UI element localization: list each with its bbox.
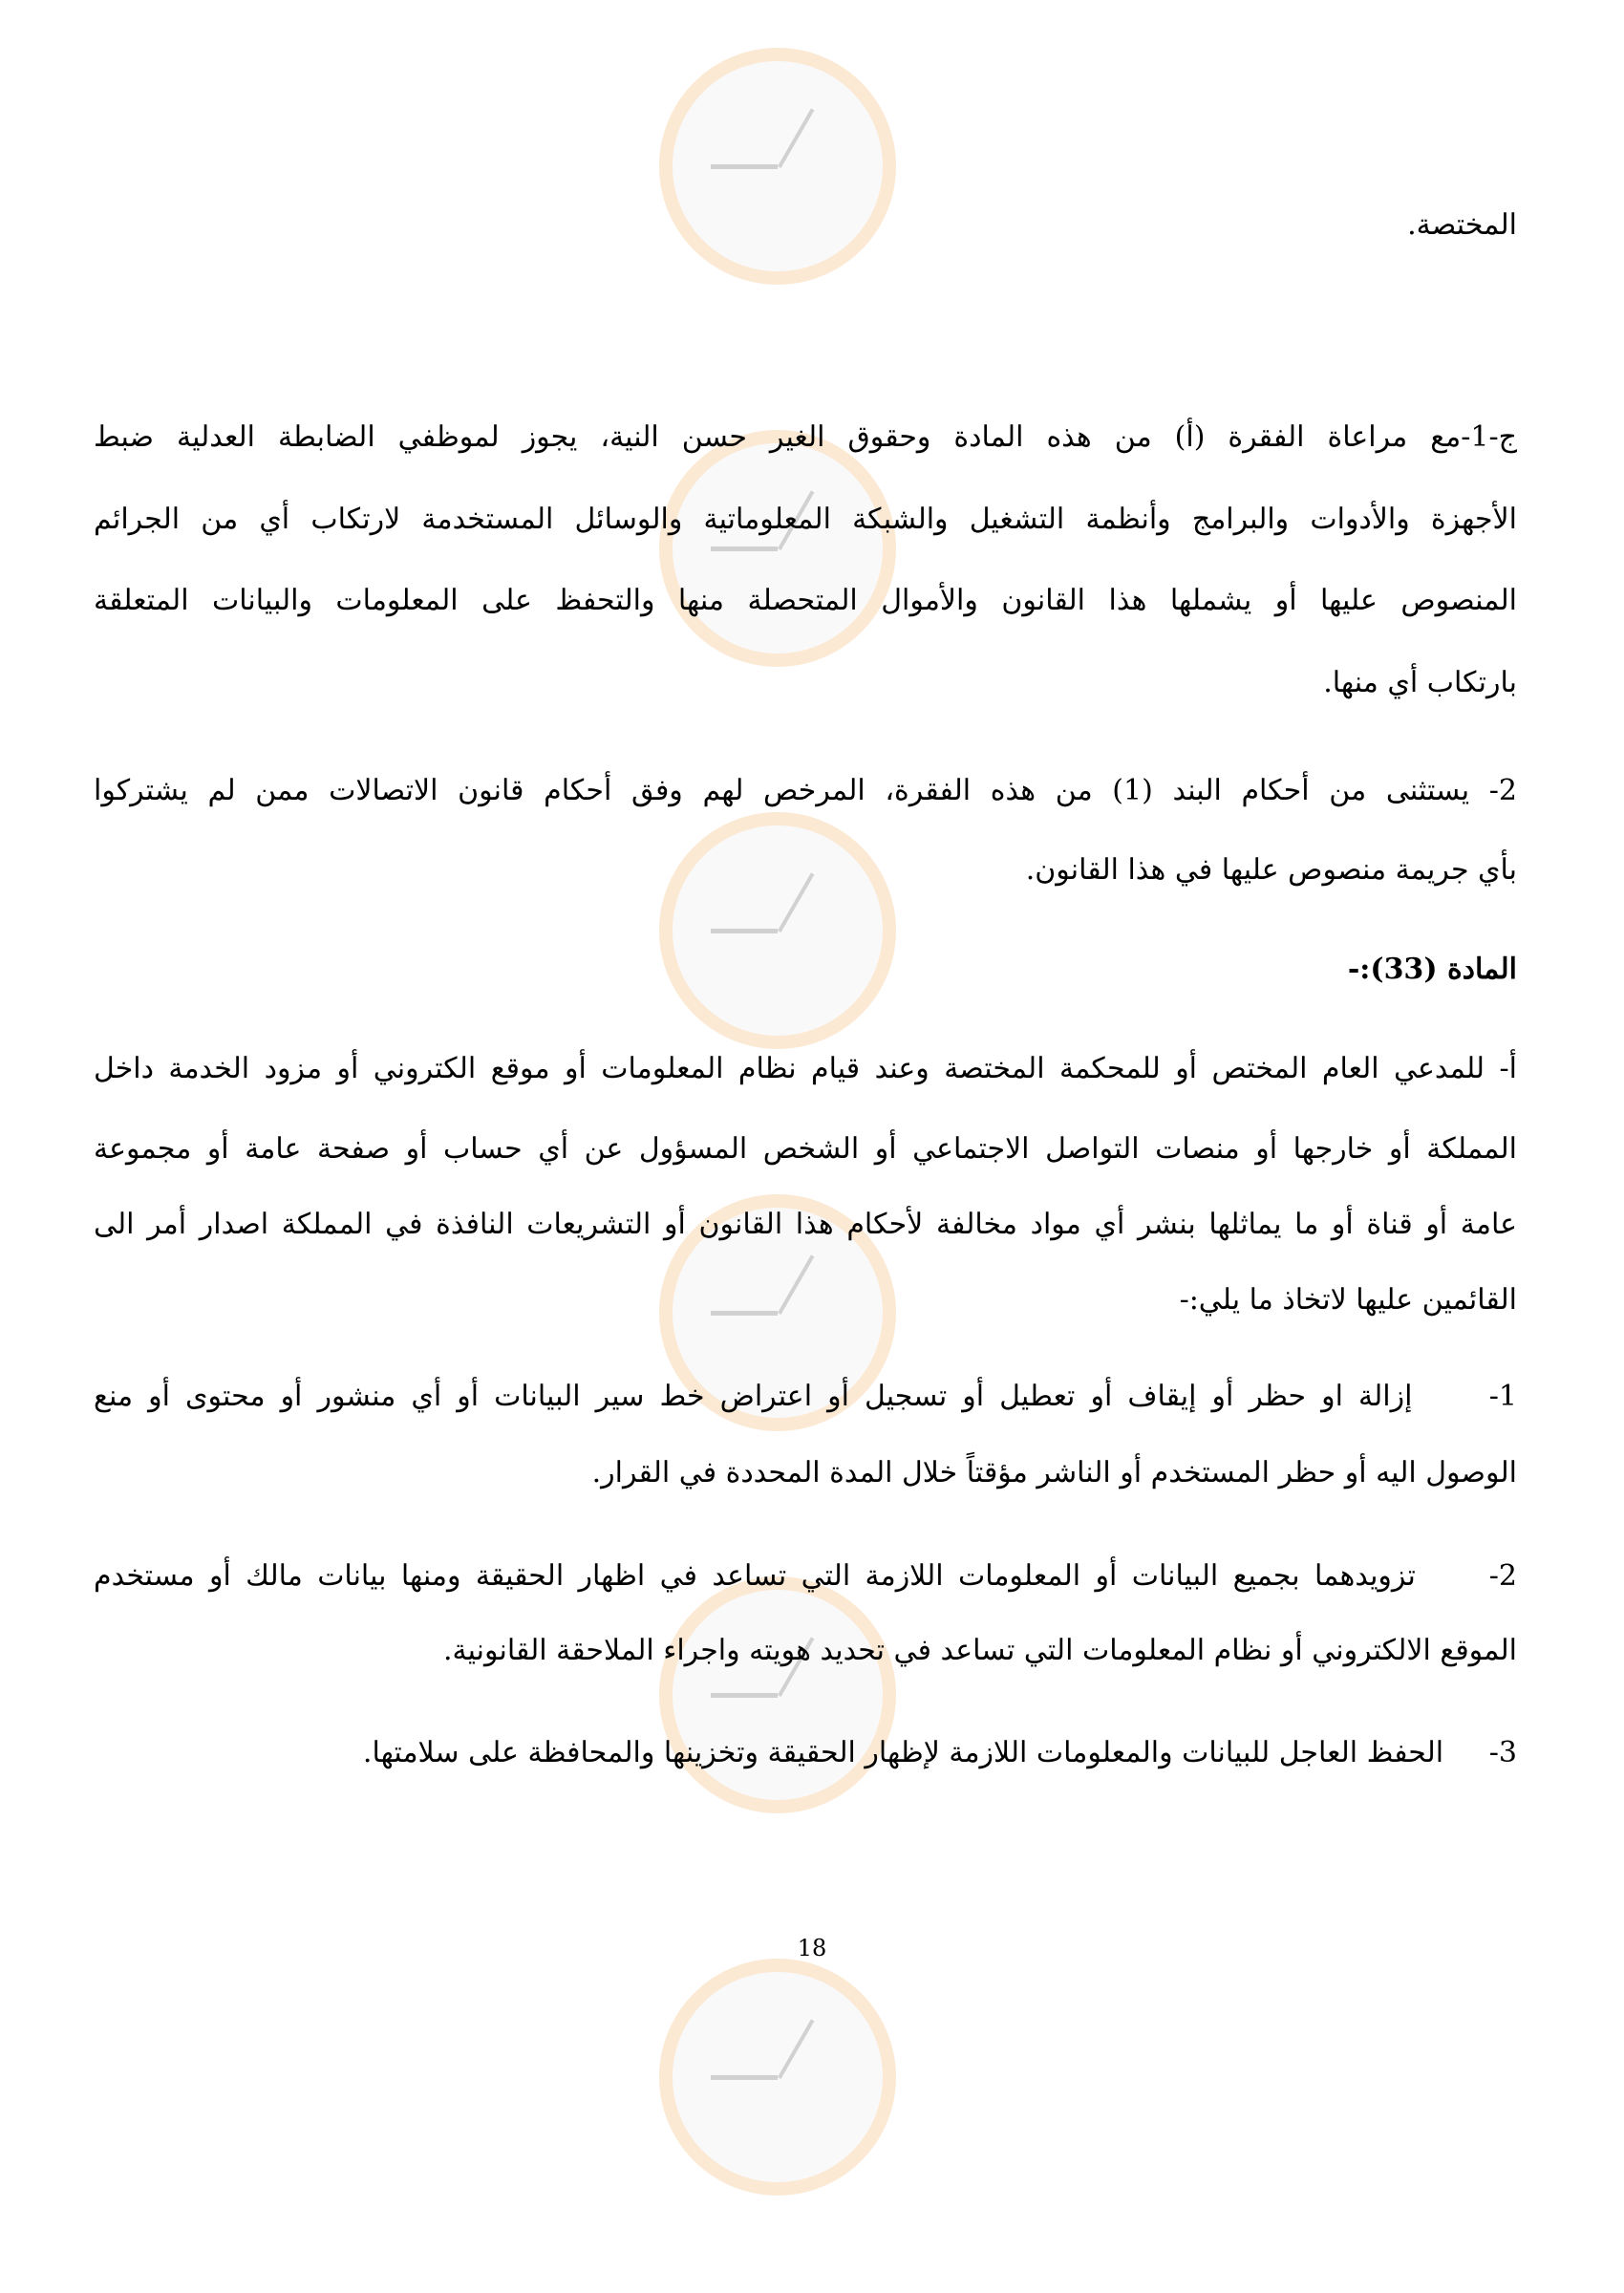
text-line: بأي جريمة منصوص عليها في هذا القانون. [1025, 853, 1517, 887]
text-line: عامة أو قناة أو ما يماثلها بنشر أي مواد مخالفة لأحكام هذا القانون أو التشريعات النافذة في المملكة اصدار أمر الى [94, 1208, 1517, 1241]
text-line: ج-1-مع مراعاة الفقرة (أ) من هذه المادة وحقوق الغير حسن النية، يجوز لموظفي الضابطة العدلية ضبط [94, 420, 1517, 454]
article-heading: المادة (33):- [1347, 953, 1517, 986]
text-line: 2- يستثنى من أحكام البند (1) من هذه الفقرة، المرخص لهم وفق أحكام قانون الاتصالات ممن لم يشتركوا [94, 774, 1517, 807]
watermark-logo [516, 1949, 936, 2293]
text-line: المختصة. [1407, 208, 1517, 242]
text-line: 2- تزويدهما بجميع البيانات أو المعلومات اللازمة التي تساعد في اظهار الحقيقة ومنها بيانات مالك أو مستخدم [94, 1559, 1517, 1593]
text-line: الوصول اليه أو حظر المستخدم أو الناشر مؤقتاً خلال المدة المحددة في القرار. [591, 1456, 1517, 1489]
text-line: القائمين عليها لاتخاذ ما يلي:- [1179, 1283, 1517, 1317]
text-line: أ- للمدعي العام المختص أو للمحكمة المختصة وعند قيام نظام المعلومات أو موقع الكتروني أو مزود الخدمة داخل [94, 1052, 1517, 1085]
text-line: الموقع الالكتروني أو نظام المعلومات التي تساعد في تحديد هويته واجراء الملاحقة القانونية. [442, 1634, 1517, 1667]
page-number: 18 [797, 1935, 827, 1961]
text-line: المملكة أو خارجها أو منصات التواصل الاجتماعي أو الشخص المسؤول عن أي حساب أو صفحة عامة أو مجموعة [94, 1132, 1517, 1166]
text-line: الأجهزة والأدوات والبرامج وأنظمة التشغيل والشبكة المعلوماتية والوسائل المستخدمة لارتكاب أي من الجرائم [94, 503, 1517, 536]
text-line: المنصوص عليها أو يشملها هذا القانون والأموال المتحصلة منها والتحفظ على المعلومات والبيانات المتعلقة [94, 584, 1517, 617]
text-line: 1- إزالة او حظر أو إيقاف أو تعطيل أو تسجيل أو اعتراض خط سير البيانات أو أي منشور أو محتوى أو منع [94, 1380, 1517, 1413]
text-line: بارتكاب أي منها. [1323, 666, 1517, 699]
item-3: 3- الحفظ العاجل للبيانات والمعلومات اللازمة لإظهار الحقيقة وتخزينها والمحافظة على سلامتها. [362, 1736, 1517, 1769]
